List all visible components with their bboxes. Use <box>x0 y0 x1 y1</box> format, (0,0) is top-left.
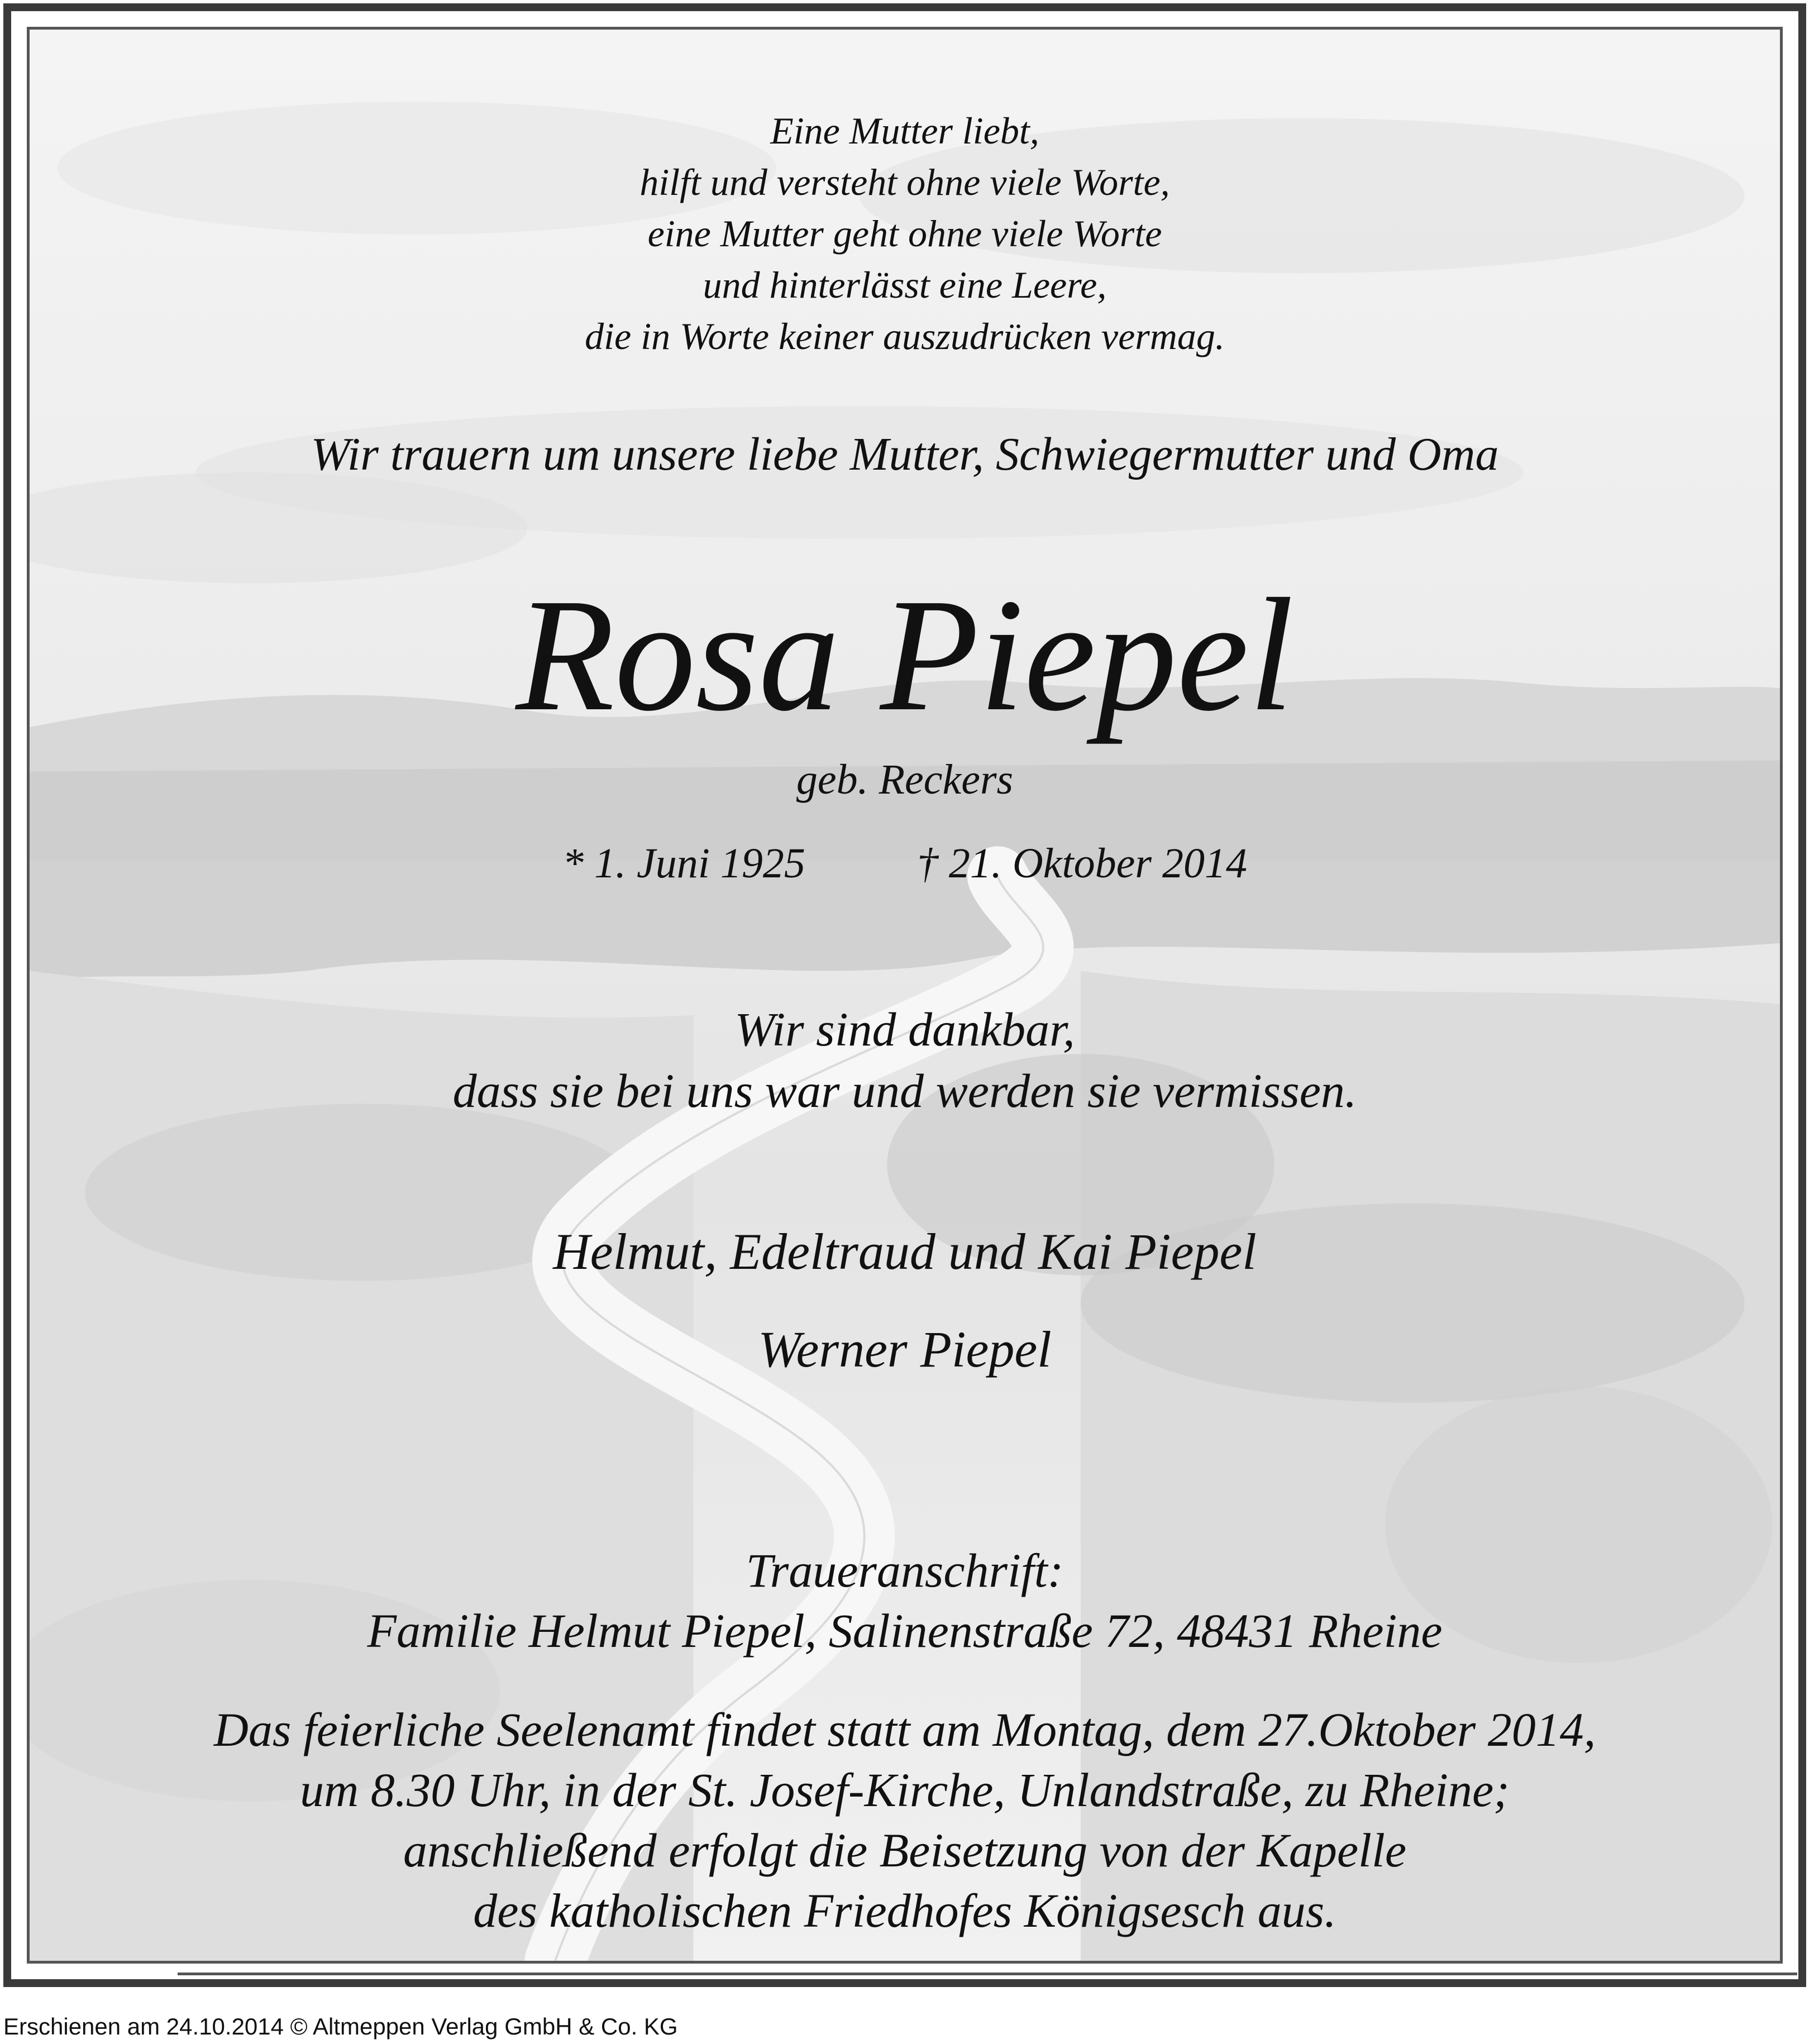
publication-footer: Erschienen am 24.10.2014 © Altmeppen Verlag GmbH & Co. KG <box>3 2013 678 2040</box>
poem-line: und hinterlässt eine Leere, <box>703 264 1107 306</box>
thanks-line: dass sie bei uns war und werden sie vermissen. <box>452 1064 1357 1117</box>
family-names-1: Helmut, Edeltraud und Kai Piepel <box>553 1223 1257 1280</box>
family-names-2: Werner Piepel <box>758 1321 1052 1378</box>
obituary-frame <box>3 3 1806 1987</box>
thanks-text <box>30 999 1780 1121</box>
maiden-name: geb. Reckers <box>796 756 1014 803</box>
death-date: † 21. Oktober 2014 <box>916 840 1247 887</box>
service-line: Das feierliche Seelenamt findet statt am Montag, dem 27.Oktober 2014, <box>213 1703 1596 1756</box>
address-label: Traueranschrift: <box>746 1544 1064 1597</box>
service-line: des katholischen Friedhofes Königsesch aus. <box>473 1884 1336 1937</box>
thanks-line: Wir sind dankbar, <box>734 1002 1075 1056</box>
address-value: Familie Helmut Piepel, Salinenstraße 72, 48431 Rheine <box>367 1604 1443 1658</box>
poem-line: hilft und versteht ohne viele Worte, <box>639 161 1170 203</box>
mourning-address <box>30 1540 1780 1661</box>
deceased-name: Rosa Piepel <box>515 565 1294 744</box>
poem-line: die in Worte keiner auszudrücken vermag. <box>585 315 1225 357</box>
service-line: um 8.30 Uhr, in der St. Josef-Kirche, Unlandstraße, zu Rheine; <box>300 1763 1510 1817</box>
poem-line: Eine Mutter liebt, <box>770 109 1039 152</box>
bottom-divider <box>178 1973 1797 1975</box>
poem-line: eine Mutter geht ohne viele Worte <box>647 212 1162 255</box>
service-info <box>30 1699 1780 1941</box>
service-line: anschließend erfolgt die Beisetzung von der Kapelle <box>403 1823 1407 1877</box>
mourning-intro: Wir trauern um unsere liebe Mutter, Schwiegermutter und Oma <box>311 428 1499 480</box>
poem <box>30 105 1780 362</box>
life-dates <box>30 839 1780 888</box>
birth-date: * 1. Juni 1925 <box>562 840 805 887</box>
obituary-inner-frame <box>27 27 1783 1964</box>
